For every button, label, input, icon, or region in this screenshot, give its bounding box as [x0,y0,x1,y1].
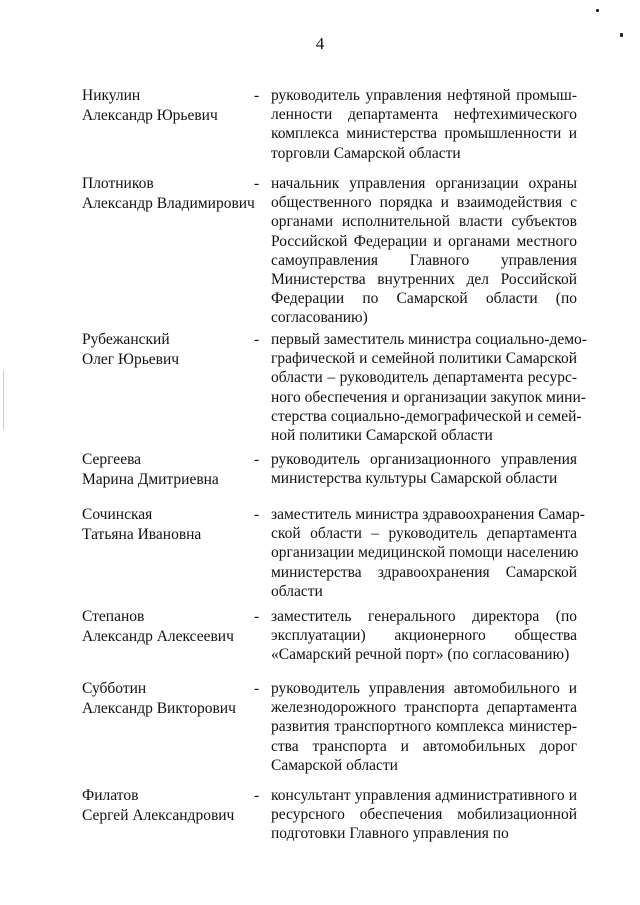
page-number: 4 [315,34,325,53]
entry-dash: - [254,506,260,523]
position-line: ного обеспечения и организации закупок мини- [271,388,586,406]
position-line: развития транспортного комплекса министер- [271,718,577,736]
position-line: Министерства внутренних дел Российской [271,271,577,289]
position-line: заместитель министра здравоохранения Самар- [271,506,585,523]
member-position [271,505,585,601]
position-line: министерства культуры Самарской области [271,470,558,488]
position-line: Федерации по Самарской области (по [271,290,577,308]
position-line: ленности департамента нефтехимического [271,106,577,124]
member-position [271,607,577,665]
member-name [82,450,260,490]
member-name [82,174,260,214]
member-position [271,450,577,488]
member-given-names: Сергей Александрович [82,807,235,824]
member-name [82,86,260,126]
position-line: первый заместитель министра социально-демо- [271,331,587,348]
member-position [271,679,577,775]
position-line: области – руководитель департамента ресурс- [271,369,577,387]
member-surname: Степанов [82,608,145,625]
position-line: министерства здравоохранения Самарской [271,563,577,581]
member-given-names: Александр Юрьевич [82,107,218,124]
member-position [271,330,587,445]
entry-dash: - [254,331,260,348]
member-surname: Субботин [82,680,147,697]
member-name [82,679,260,719]
position-line: области [271,582,323,600]
position-line: торговли Самарской области [271,144,461,162]
scan-margin-line [3,370,4,430]
position-line: руководитель управления нефтяной промыш- [271,87,577,104]
entry-dash: - [254,680,260,697]
member-surname: Филатов [82,787,139,804]
member-given-names: Александр Викторович [82,700,236,717]
position-line: железнодорожного транспорта департамента [271,699,577,717]
position-line: консультант управления административного и [271,787,577,804]
position-line: эксплуатации) акционерного общества [271,627,577,645]
scan-speck [596,9,599,12]
entry-dash: - [254,787,260,804]
position-line: стерства социально-демографической и семей- [271,407,582,425]
member-given-names: Татьяна Ивановна [82,526,202,543]
position-line: органами исполнительной власти субъектов [271,213,577,231]
position-line: согласованию) [271,309,368,327]
position-line: графической и семейной политики Самарской [271,350,577,368]
position-line: самоуправления Главного управления [271,251,577,269]
member-surname: Сочинская [82,506,153,523]
member-name [82,786,260,826]
member-position [271,174,577,328]
member-surname: Рубежанский [82,331,170,348]
member-given-names: Александр Владимирович [82,195,255,212]
scan-speck [620,33,623,37]
position-line: ства транспорта и автомобильных дорог [271,737,577,755]
entry-dash: - [254,175,260,192]
position-line: общественного порядка и взаимодействия с [271,194,577,212]
member-given-names: Марина Дмитриевна [82,471,219,488]
member-name [82,330,260,370]
position-line: организации медицинской помощи населению [271,544,579,562]
position-line: ной политики Самарской области [271,427,493,445]
member-surname: Сергеева [82,451,142,468]
position-line: ской области – руководитель департамента [271,525,577,543]
entry-dash: - [254,451,260,468]
member-given-names: Олег Юрьевич [82,351,180,368]
entry-dash: - [254,87,260,104]
position-line: ресурсного обеспечения мобилизационной [271,806,577,824]
member-name [82,505,260,545]
position-line: «Самарский речной порт» (по согласованию) [271,646,570,664]
position-line: начальник управления организации охраны [271,175,577,192]
member-surname: Никулин [82,87,141,104]
position-line: заместитель генерального директора (по [271,608,577,625]
position-line: Российской Федерации и органами местного [271,232,577,250]
member-position [271,786,577,844]
position-line: руководитель организационного управления [271,451,577,468]
entry-dash: - [254,608,260,625]
position-line: комплекса министерства промышленности и [271,125,577,143]
member-given-names: Александр Алексеевич [82,628,234,645]
member-name [82,607,260,647]
position-line: подготовки Главного управления по [271,825,509,843]
position-line: Самарской области [271,756,398,774]
member-surname: Плотников [82,175,154,192]
member-position [271,86,577,163]
position-line: руководитель управления автомобильного и [271,680,577,697]
